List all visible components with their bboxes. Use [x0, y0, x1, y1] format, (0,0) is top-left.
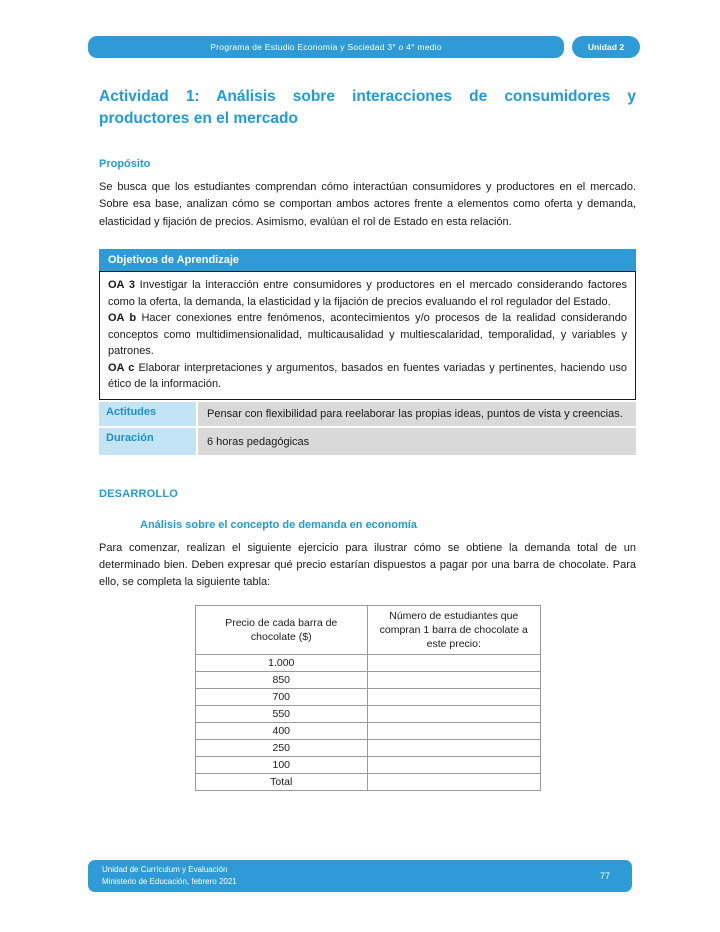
desarrollo-intro-paragraph: Para comenzar, realizan el siguiente ejercicio para ilustrar cómo se obtiene la demanda total de un determinado bien. Deben expresar qué precio estarían dispuestos a pagar por una barra de chocolate. Para ello, se completa la siguiente tabla: — [99, 541, 636, 589]
actitudes-value: Pensar con flexibilidad para reelaborar las propias ideas, puntos de vista y creencias. — [198, 402, 636, 427]
price-cell: 400 — [195, 723, 368, 740]
price-cell: 850 — [195, 672, 368, 689]
price-cell: Total — [195, 774, 368, 791]
oa-item: OA c Elaborar interpretaciones y argumentos, basados en fuentes variadas y pertinentes, haciendo uso ético de la información. — [108, 361, 627, 391]
objectives-table — [99, 249, 636, 455]
students-cell — [368, 655, 541, 672]
students-cell — [368, 757, 541, 774]
chocolate-table-body — [195, 655, 540, 791]
document-body — [99, 86, 636, 791]
actitudes-row — [99, 402, 636, 427]
chocolate-demand-table — [195, 605, 541, 792]
students-cell — [368, 689, 541, 706]
activity-title: Actividad 1: Análisis sobre interacciones de consumidores y productores en el mercado — [99, 88, 636, 127]
program-title: Programa de Estudio Economía y Sociedad 3° o 4° medio — [210, 42, 442, 52]
students-cell — [368, 672, 541, 689]
desarrollo-heading: DESARROLLO — [99, 487, 178, 500]
proposito-heading: Propósito — [99, 158, 151, 170]
students-cell — [368, 706, 541, 723]
actitudes-label: Actitudes — [99, 402, 196, 427]
table-row — [195, 757, 540, 774]
price-cell: 250 — [195, 740, 368, 757]
oa-item-label: OA 3 — [108, 279, 140, 292]
price-column-header: Precio de cada barra de chocolate ($) — [195, 605, 368, 655]
oa-item-label: OA c — [108, 361, 139, 374]
oa-item: OA b Hacer conexiones entre fenómenos, acontecimientos y/o procesos de la realidad considerando conceptos como multidimensionalidad, multicausalidad y multiescalaridad, temporalidad, y variables y patrones. — [108, 312, 627, 358]
program-title-bar — [88, 36, 564, 58]
table-row — [195, 740, 540, 757]
oa-item-label: OA b — [108, 312, 142, 325]
chocolate-table-head — [195, 605, 540, 655]
duracion-label: Duración — [99, 428, 196, 455]
students-cell — [368, 774, 541, 791]
table-row — [195, 655, 540, 672]
students-column-header: Número de estudiantes que compran 1 barra de chocolate a este precio: — [368, 605, 541, 655]
unit-badge-label: Unidad 2 — [587, 42, 625, 52]
duracion-row — [99, 428, 636, 455]
table-row — [195, 689, 540, 706]
duracion-value: 6 horas pedagógicas — [198, 428, 636, 455]
table-row — [195, 774, 540, 791]
price-cell: 550 — [195, 706, 368, 723]
price-cell: 100 — [195, 757, 368, 774]
footer-line-2: Ministerio de Educación, febrero 2021 — [102, 877, 237, 886]
price-cell: 1.000 — [195, 655, 368, 672]
oa-list — [99, 271, 636, 400]
proposito-paragraph: Se busca que los estudiantes comprendan cómo interactúan consumidores y productores en el mercado. Sobre esa base, analizan cómo se comportan ambos actores frente a elementos como oferta y demanda, elasticidad y fijación de precios. Asimismo, evalúan el rol de Estado en esta relación. — [99, 181, 636, 228]
objectives-table-header: Objetivos de Aprendizaje — [99, 249, 636, 271]
footer-text — [102, 864, 237, 889]
footer-line-1: Unidad de Currículum y Evaluación — [102, 864, 228, 874]
table-row — [195, 706, 540, 723]
oa-item: OA 3 Investigar la interacción entre consumidores y productores en el mercado considerando factores como la oferta, la demanda, la elasticidad y la fijación de precios evaluando el rol regulador del Estado. — [108, 279, 627, 308]
page-header — [88, 36, 640, 58]
students-cell — [368, 723, 541, 740]
price-cell: 700 — [195, 689, 368, 706]
table-row — [195, 723, 540, 740]
demanda-subheading: Análisis sobre el concepto de demanda en economía — [140, 518, 417, 531]
page-number: 77 — [599, 871, 610, 881]
unit-badge — [572, 36, 640, 58]
chocolate-table-header-row — [195, 605, 540, 655]
table-row — [195, 672, 540, 689]
page-footer — [88, 860, 632, 892]
students-cell — [368, 740, 541, 757]
